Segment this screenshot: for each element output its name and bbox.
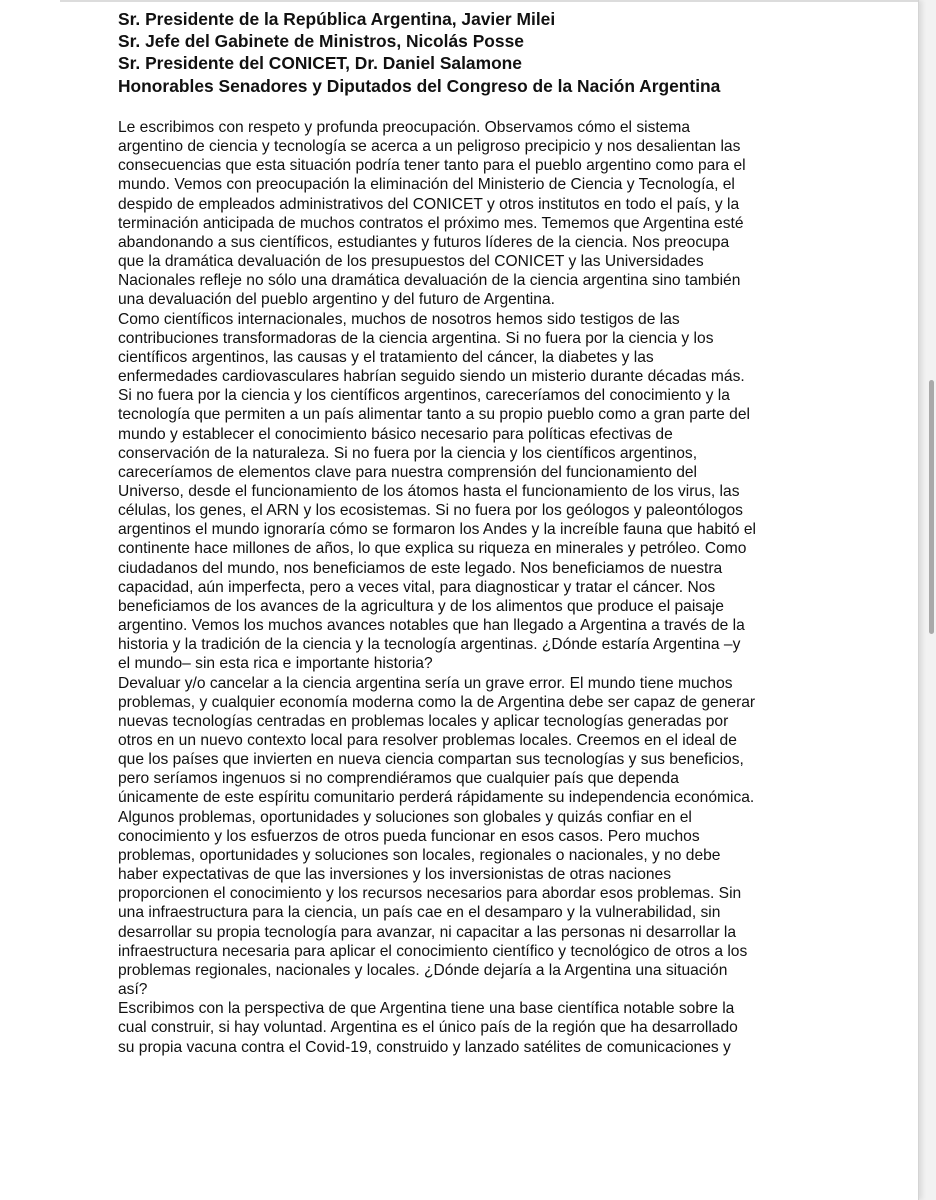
- vertical-scrollbar[interactable]: [929, 380, 934, 634]
- body-line: mundo y establecer el conocimiento básico necesario para políticas efectivas de: [118, 425, 673, 443]
- body-line: problemas regionales, nacionales y locales. ¿Dónde dejaría a la Argentina una situación: [118, 961, 728, 979]
- body-line: conocimiento y los esfuerzos de otros pueda funcionar en esos casos. Pero muchos: [118, 827, 700, 845]
- body-line: Devaluar y/o cancelar a la ciencia argentina sería un grave error. El mundo tiene muchos: [118, 674, 733, 692]
- body-line: el mundo– sin esta rica e importante historia?: [118, 655, 433, 673]
- body-line: que la dramática devaluación de los presupuestos del CONICET y las Universidades: [118, 253, 704, 271]
- body-line: que los países que invierten en nueva ciencia compartan sus tecnologías y sus beneficios,: [118, 751, 744, 769]
- body-line: células, los genes, el ARN y los ecosistemas. Si no fuera por los geólogos y paleontólogos: [118, 502, 743, 520]
- body-line: otros en un nuevo contexto local para resolver problemas locales. Creemos en el ideal de: [118, 732, 737, 749]
- body-line: infraestructura necesaria para aplicar el conocimiento científico y tecnológico de otros a los: [118, 942, 748, 960]
- body-line: continente hace millones de años, lo que explica su riqueza en minerales y petróleo. Como: [118, 540, 747, 558]
- body-line: enfermedades cardiovasculares habrían seguido siendo un misterio durante décadas más.: [118, 368, 745, 386]
- body-line: una devaluación del pueblo argentino y del futuro de Argentina.: [118, 291, 555, 309]
- body-line: beneficiamos de los avances de la agricultura y de los alimentos que produce el paisaje: [118, 597, 724, 615]
- addressee-line: Honorables Senadores y Diputados del Congreso de la Nación Argentina: [118, 75, 721, 96]
- body-line: una infraestructura para la ciencia, un país cae en el desamparo y la vulnerabilidad, sin: [118, 904, 721, 922]
- addressee-line: Sr. Presidente de la República Argentina, Javier Milei: [118, 9, 556, 29]
- body-line: conservación de la naturaleza. Si no fuera por la ciencia y los científicos argentinos,: [118, 444, 698, 462]
- body-line: careceríamos de elementos clave para nuestra comprensión del funcionamiento del: [118, 463, 698, 481]
- body-line: argentino. Vemos los muchos avances notables que han llegado a Argentina a través de la: [118, 617, 745, 635]
- body-line: Nacionales refleje no sólo una dramática devaluación de la ciencia argentina sino también: [118, 272, 741, 290]
- body-line: científicos argentinos, las causas y el tratamiento del cáncer, la diabetes y las: [118, 348, 654, 366]
- body-line: Algunos problemas, oportunidades y soluciones son globales y quizás confiar en el: [118, 808, 692, 826]
- body-line: mundo. Vemos con preocupación la eliminación del Ministerio de Ciencia y Tecnología, el: [118, 176, 735, 194]
- body-line: terminación anticipada de muchos contratos el próximo mes. Tememos que Argentina esté: [118, 214, 744, 232]
- body-line: historia y la tradición de la ciencia y la tecnología argentinas. ¿Dónde estaría Argentina –y: [118, 636, 741, 654]
- body-line: ciudadanos del mundo, nos beneficiamos de este legado. Nos beneficiamos de nuestra: [118, 559, 723, 577]
- body-line: desarrollar su propia tecnología para avanzar, ni capacitar a las personas ni desarrollar la: [118, 923, 737, 941]
- body-line: Universo, desde el funcionamiento de los átomos hasta el funcionamiento de los virus, las: [118, 482, 740, 500]
- body-line: despido de empleados administrativos del CONICET y otros institutos en todo el país, y la: [118, 195, 740, 213]
- body-line: pero seríamos ingenuos si no comprendiéramos que cualquier país que dependa: [118, 770, 679, 788]
- body-line: cual construir, si hay voluntad. Argentina es el único país de la región que ha desarrollado: [118, 1019, 738, 1037]
- letter-body: [118, 118, 918, 1057]
- body-line: tecnología que permiten a un país alimentar tanto a su propio pueblo como a gran parte del: [118, 406, 750, 424]
- body-line: haber expectativas de que las inversiones y los inversionistas de otras naciones: [118, 866, 672, 884]
- body-line: así?: [118, 981, 148, 999]
- body-line: nuevas tecnologías centradas en problemas locales y aplicar tecnologías generadas por: [118, 712, 729, 730]
- body-line: proporcionen el conocimiento y los recursos necesarios para abordar esos problemas. Sin: [118, 885, 742, 903]
- addressee-line: Sr. Jefe del Gabinete de Ministros, Nicolás Posse: [118, 31, 524, 52]
- body-line: argentino de ciencia y tecnología se acerca a un peligroso precipicio y nos desalientan las: [118, 138, 741, 156]
- letter-addressees: [118, 8, 878, 97]
- body-line: consecuencias que esta situación podría tener tanto para el pueblo argentino como para el: [118, 157, 746, 175]
- page-top-rule: [60, 0, 918, 2]
- body-line: Como científicos internacionales, muchos de nosotros hemos sido testigos de las: [118, 310, 680, 328]
- addressee-line: Sr. Presidente del CONICET, Dr. Daniel Salamone: [118, 53, 522, 74]
- body-line: problemas, oportunidades y soluciones son locales, regionales o nacionales, y no debe: [118, 846, 721, 864]
- body-line: únicamente de este espíritu comunitario perderá rápidamente su independencia económica.: [118, 789, 755, 807]
- body-line: contribuciones transformadoras de la ciencia argentina. Si no fuera por la ciencia y los: [118, 329, 714, 347]
- body-line: Si no fuera por la ciencia y los científicos argentinos, careceríamos del conocimiento y la: [118, 387, 730, 405]
- body-line: abandonando a sus científicos, estudiantes y futuros líderes de la ciencia. Nos preocupa: [118, 233, 730, 251]
- body-line: problemas, y cualquier economía moderna como la de Argentina debe ser capaz de generar: [118, 693, 756, 711]
- body-line: su propia vacuna contra el Covid-19, construido y lanzado satélites de comunicaciones y: [118, 1038, 731, 1056]
- body-line: Le escribimos con respeto y profunda preocupación. Observamos cómo el sistema: [118, 119, 691, 136]
- body-line: argentinos el mundo ignoraría cómo se formaron los Andes y la increíble fauna que habitó el: [118, 521, 756, 539]
- body-line: Escribimos con la perspectiva de que Argentina tiene una base científica notable sobre la: [118, 1000, 735, 1018]
- body-line: capacidad, aún imperfecta, pero a veces vital, para diagnosticar y tratar el cáncer. Nos: [118, 578, 716, 596]
